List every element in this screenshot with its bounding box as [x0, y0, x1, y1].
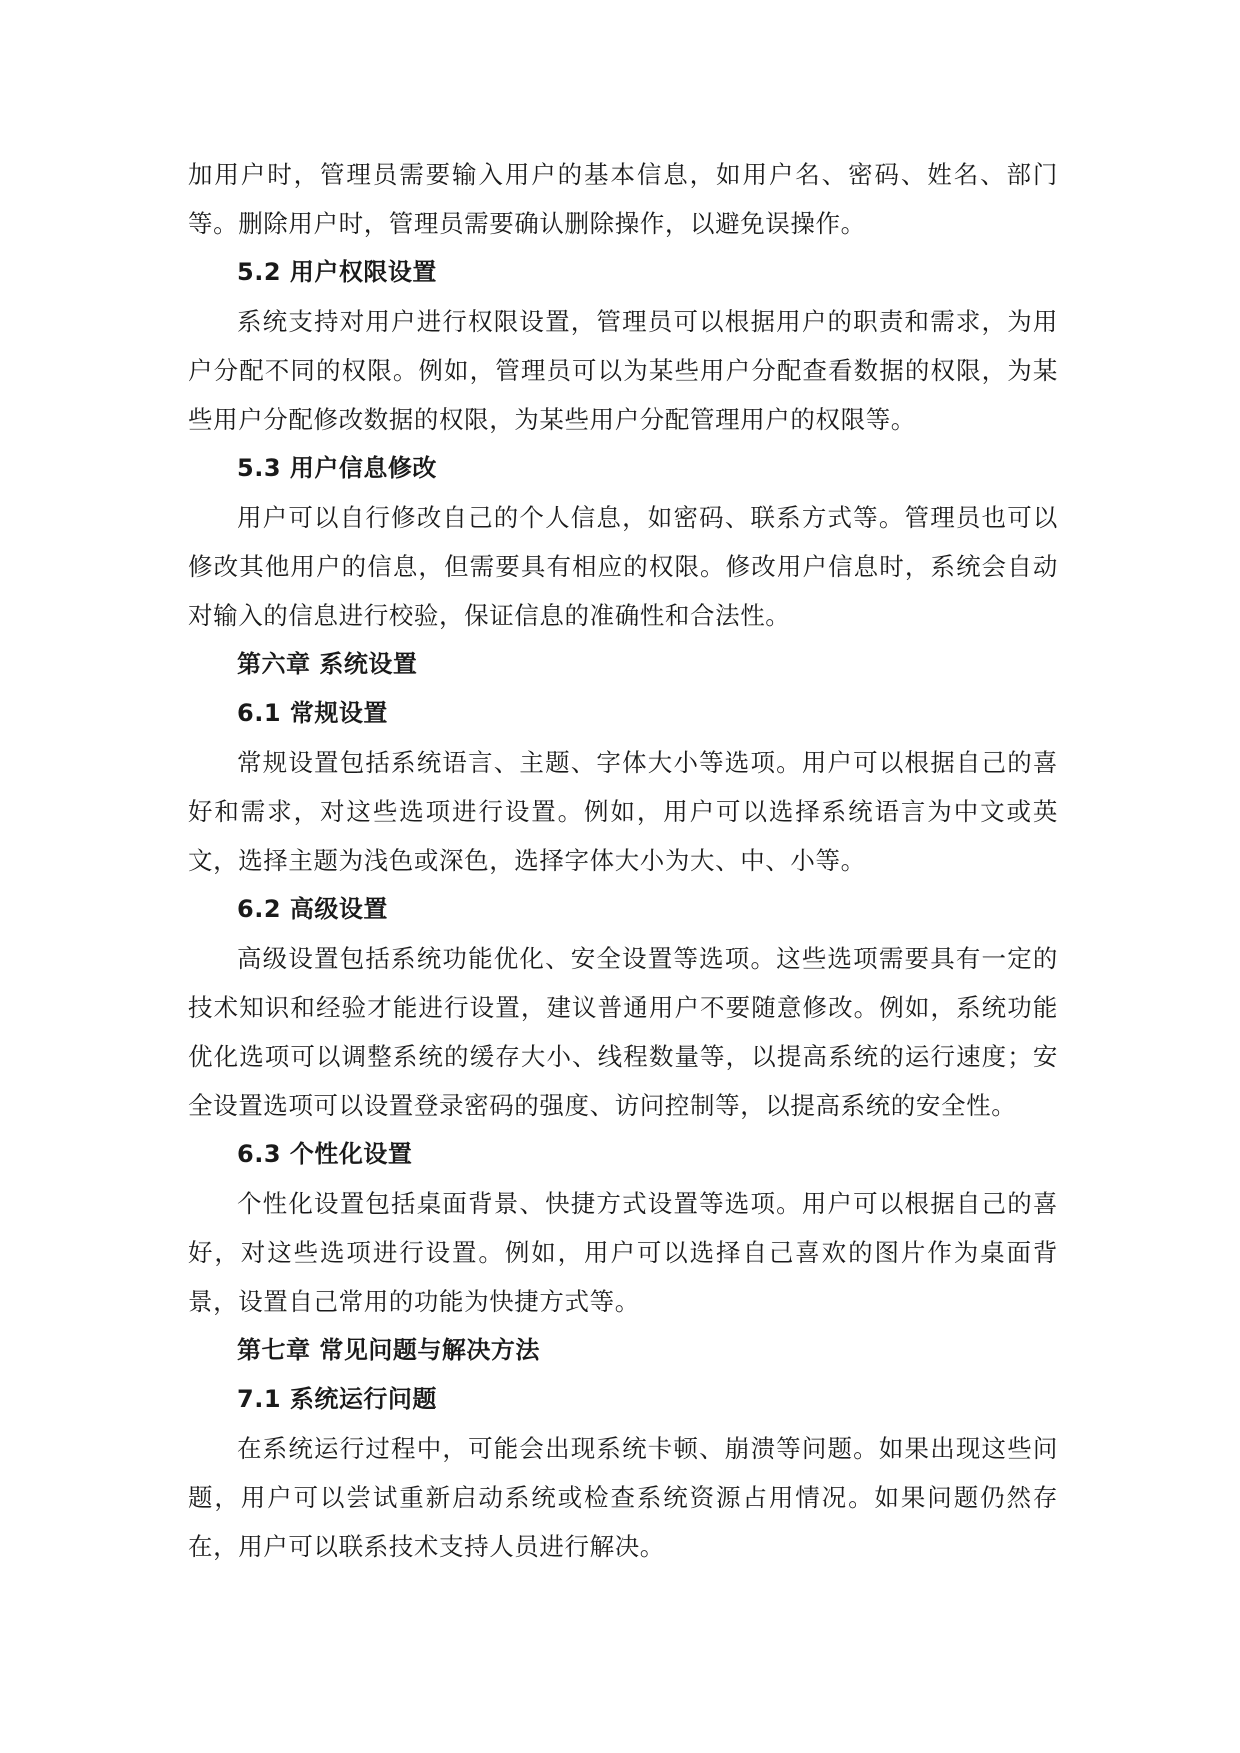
section-heading-6-1: 6.1 常规设置: [237, 699, 388, 727]
paragraph-system-runtime-issues: 在系统运行过程中，可能会出现系统卡顿、崩溃等问题。如果出现这些问题，用户可以尝试重新启动系统或检查系统资源占用情况。如果问题仍然存在，用户可以联系技术支持人员进行解决。: [188, 1434, 1058, 1561]
paragraph-user-add-delete: 加用户时，管理员需要输入用户的基本信息，如用户名、密码、姓名、部门等。删除用户时，管理员需要确认删除操作，以避免误操作。: [188, 160, 1058, 238]
paragraph-personalization-settings: 个性化设置包括桌面背景、快捷方式设置等选项。用户可以根据自己的喜好，对这些选项进行设置。例如，用户可以选择自己喜欢的图片作为桌面背景，设置自己常用的功能为快捷方式等。: [188, 1189, 1058, 1316]
document-page: [188, 150, 1058, 1571]
section-heading-5-3: 5.3 用户信息修改: [237, 454, 437, 482]
section-heading-5-2: 5.2 用户权限设置: [237, 258, 437, 286]
paragraph-user-permissions: 系统支持对用户进行权限设置，管理员可以根据用户的职责和需求，为用户分配不同的权限。例如，管理员可以为某些用户分配查看数据的权限，为某些用户分配修改数据的权限，为某些用户分配管理用户的权限等。: [188, 307, 1058, 434]
section-heading-6-3: 6.3 个性化设置: [237, 1140, 413, 1168]
chapter-heading-7: 第七章 常见问题与解决方法: [237, 1336, 540, 1364]
paragraph-user-info-edit: 用户可以自行修改自己的个人信息，如密码、联系方式等。管理员也可以修改其他用户的信息，但需要具有相应的权限。修改用户信息时，系统会自动对输入的信息进行校验，保证信息的准确性和合法性。: [188, 503, 1058, 630]
paragraph-general-settings: 常规设置包括系统语言、主题、字体大小等选项。用户可以根据自己的喜好和需求，对这些选项进行设置。例如，用户可以选择系统语言为中文或英文，选择主题为浅色或深色，选择字体大小为大、中、小等。: [188, 748, 1058, 875]
section-heading-6-2: 6.2 高级设置: [237, 895, 388, 923]
chapter-heading-6: 第六章 系统设置: [237, 650, 418, 678]
section-heading-7-1: 7.1 系统运行问题: [237, 1385, 437, 1413]
paragraph-advanced-settings: 高级设置包括系统功能优化、安全设置等选项。这些选项需要具有一定的技术知识和经验才能进行设置，建议普通用户不要随意修改。例如，系统功能优化选项可以调整系统的缓存大小、线程数量等，以提高系统的运行速度；安全设置选项可以设置登录密码的强度、访问控制等，以提高系统的安全性。: [188, 944, 1058, 1120]
